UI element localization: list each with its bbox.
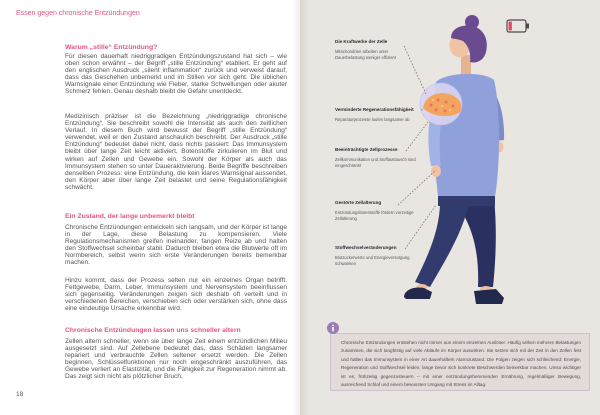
- battery-charge-level: [509, 22, 512, 31]
- paragraph: Zellen altern schneller, wenn sie über lange Zeit einem entzündlichen Milieu ausgesetzt sind. Auf Zellebene bedeutet das, dass Schäden langsamer repariert und verbrauchte Zellen seltener ersetzt werden. Die Zellen beginnen, Schlüsselfunktionen nur noch eingeschränkt auszuführen, das Gewebe verliert an Elastizität, und die Fähigkeit zur Regeneration nimmt ab. Das zeigt sich nicht als plötzlicher Bruch,: [65, 338, 287, 381]
- callout-label-zellprozesse: [335, 147, 419, 170]
- running-header: Essen gegen chronische Entzündungen: [16, 10, 140, 17]
- section-heading-unbemerkt: Ein Zustand, der lange unbemerkt bleibt: [65, 213, 195, 220]
- callout-description: Reparaturprozesse laufen langsamer ab: [335, 116, 410, 122]
- front-leg: [415, 198, 470, 287]
- section-heading-stille-entzuendung: Warum „stille“ Entzündung?: [65, 44, 158, 51]
- info-box: [330, 333, 590, 391]
- paragraph: Für diesen dauerhaft niedriggradigen Entzündungszustand hat sich – wie oben schon erwähnt – der Begriff „stille Entzündung“ etabliert. Er geht auf den englischen Ausdruck „silent inflammation“ zurück und verweist darauf, dass das Geschehen unbemerkt und im Stillen vor sich geht. Die üblichen Warnsignale einer Entzündung wie Fieber, starke Schwellungen oder akuter Schmerz fehlen. Genau deshalb bleibt die Gefahr unentdeckt.: [65, 53, 287, 96]
- callout-description: Entzündungsbotenstoffe fördern vorzeitige Zellalterung: [335, 209, 414, 222]
- callout-label-kraftwerke: [335, 39, 419, 62]
- paragraph: Chronische Entzündungen entwickeln sich langsam, und der Körper ist lange in der Lage, diese Belastung zu kompensieren. Viele Regulationsmechanismen greifen ineinander, fangen Reize ab und halten den Stoffwechsel scheinbar stabil. Dadurch bleiben etwa die Blutwerte oft im Normbereich, selbst wenn sich erste Veränderungen bereits bemerkbar machen.: [65, 224, 287, 267]
- callout-title: Die Kraftwerke der Zelle: [335, 39, 388, 44]
- page-number: 18: [16, 391, 24, 398]
- callout-description: Mitochondrien arbeiten unter Dauerbelastung weniger effizient: [335, 48, 396, 61]
- callout-description: Zellkommunikation und Stoffaustausch sind eingeschränkt: [335, 156, 416, 169]
- section-heading-schneller-altern: Chronische Entzündungen lassen uns schneller altern: [65, 327, 241, 334]
- info-text: Chronische Entzündungen entstehen nicht immer aus einem einzelnen Auslöser. Häufig wirken mehrere Belastungen zusammen, die sich langfristig auf viele Abläufe im Körper auswirken. Sie setzen sich mit der Zeit in den Zellen fest und halten das Immunsystem in einer Art dauerhaftem Alarmzustand. Die Folgen zeigen sich schleichend: Energie, Regeneration und Stoffwechsel leiden, lange bevor sich konkrete Beschwerden bemerkbar machen. Umso wichtiger ist es, frühzeitig gegenzusteuern – mit einer entzündungshemmenden Ernährung, regelmäßiger Bewegung, ausreichend Schlaf und einem bewussten Umgang mit Stress im Alltag.: [341, 340, 581, 388]
- callout-title: Beeinträchtigte Zellprozesse: [335, 147, 398, 152]
- callout-title: Verminderte Regenerationsfähigkeit: [335, 107, 414, 112]
- callout-label-zellalterung: [335, 200, 419, 223]
- hair-bun: [465, 15, 479, 29]
- neck: [461, 55, 471, 75]
- front-hand: [431, 165, 441, 177]
- callout-title: Stoffwechselveränderungen: [335, 245, 397, 250]
- callout-title: Gestörte Zellalterung: [335, 200, 382, 205]
- info-icon: [327, 322, 339, 334]
- front-shoe: [404, 287, 432, 299]
- back-leg: [462, 198, 496, 287]
- paragraph: Medizinisch präziser ist die Bezeichnung „niedriggradige chronische Entzündung“. Sie beschreibt sowohl die Intensität als auch den zeitlichen Verlauf. In diesem Buch wird bewusst der Begriff „stille Entzündung“ verwendet, weil er den Zustand anschaulich beschreibt. Der Ausdruck „stille Entzündung“ bedeutet dabei nicht, dass nichts passiert: Das Immunsystem bleibt über lange Zeit leicht aktiviert, Botenstoffe zirkulieren im Blut und wirken auf Zellen und Gewebe ein. Sowohl der Körper als auch das Immunsystem stehen so unter Daueraktivierung. Beide Begriffe beschreiben denselben Prozess: eine Entzündung, die kein klares Warnsignal aussendet, den Körper aber über lange Zeit belastet und seine Regulationsfähigkeit schwächt.: [65, 113, 287, 191]
- paragraph: Hinzu kommt, dass der Prozess selten nur ein einzelnes Organ betrifft. Fettgewebe, Darm, Leber, Immunsystem und Nervensystem beeinflussen sich gegenseitig. Veränderungen zeigen sich deshalb oft verteilt und in verschiedenen Bereichen, verschieben sich oder verstärken sich, ohne dass eine eindeutige Ursache erkennbar wird.: [65, 277, 287, 313]
- callout-label-regeneration: [335, 107, 419, 123]
- callout-description: Blutzuckerwerte und Energieversorgung schwanken: [335, 254, 410, 267]
- callout-label-stoffwechsel: [335, 245, 419, 268]
- battery-low-icon: [506, 19, 530, 33]
- back-shoe: [474, 289, 504, 304]
